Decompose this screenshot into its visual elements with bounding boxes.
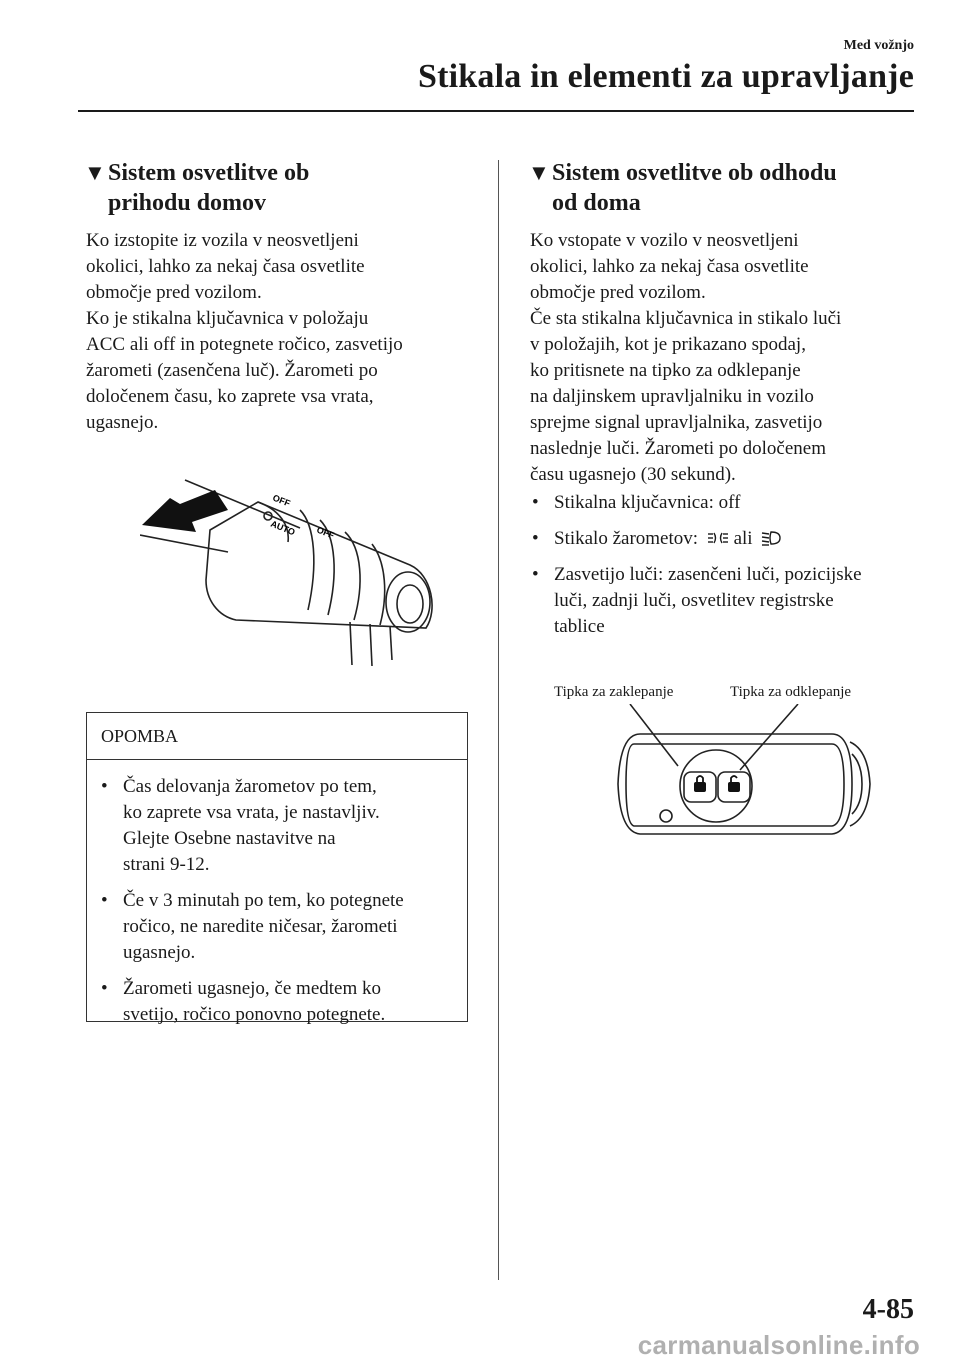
text-line: Ko izstopite iz vozila v neosvetljeni xyxy=(86,230,359,251)
pull-arrow-icon xyxy=(142,490,228,532)
bullet-icon: • xyxy=(101,978,108,999)
note-item xyxy=(99,888,457,966)
low-beam-icon xyxy=(761,530,781,546)
condition-text: Stikalo žarometov: xyxy=(554,528,699,549)
text-line: sprejme signal upravljalnika, zasvetijo xyxy=(530,412,823,433)
triangle-marker-icon: ▼ xyxy=(528,160,550,185)
text-line: ACC ali off in potegnete ročico, zasvetijo xyxy=(86,334,403,355)
text-line: v položajih, kot je prikazano spodaj, xyxy=(530,334,806,355)
lock-button-icon xyxy=(694,782,706,792)
text-line: območje pred vozilom. xyxy=(530,282,706,303)
text-line: okolici, lahko za nekaj časa osvetlite xyxy=(530,256,809,277)
column-divider xyxy=(498,160,499,1280)
section-title-arrival xyxy=(84,158,484,218)
condition-item xyxy=(530,526,930,552)
note-item xyxy=(99,774,457,878)
lever-label-auto: AUTO xyxy=(269,518,297,538)
text-line: ko pritisnete na tipko za odklepanje xyxy=(530,360,801,381)
condition-item xyxy=(530,490,930,516)
key-fob-illustration xyxy=(600,704,880,854)
note-item-text: Žarometi ugasnejo, če medtem ko svetijo, ročico ponovno potegnete. xyxy=(123,978,386,1025)
bullet-icon: • xyxy=(532,528,539,549)
page-header-title: Stikala in elementi za upravljanje xyxy=(418,58,914,95)
triangle-marker-icon: ▼ xyxy=(84,160,106,185)
note-item xyxy=(99,976,457,1028)
lock-button-label: Tipka za zaklepanje xyxy=(554,684,674,700)
condition-text: Stikalna ključavnica: off xyxy=(554,492,741,513)
section-title-line: prihodu domov xyxy=(108,190,267,216)
text-line: žarometi (zasenčena luč). Žarometi po xyxy=(86,360,378,381)
section-title-departure xyxy=(528,158,928,218)
text-line: Ko je stikalna ključavnica v položaju xyxy=(86,308,369,329)
section-title-line: Sistem osvetlitve ob xyxy=(108,160,310,186)
page-number: 4-85 xyxy=(862,1294,914,1325)
note-item-text: Če v 3 minutah po tem, ko potegnete ročico, ne naredite ničesar, žarometi ugasnejo. xyxy=(123,890,404,963)
header-divider xyxy=(78,110,914,112)
headlight-lever-illustration xyxy=(140,470,440,670)
section-title-line: Sistem osvetlitve ob odhodu xyxy=(552,160,837,186)
note-box xyxy=(86,712,468,1025)
condition-item xyxy=(530,562,930,640)
text-line: ugasnejo. xyxy=(86,412,159,433)
text-line: določenem času, ko zaprete vsa vrata, xyxy=(86,386,374,407)
text-line: Ko vstopate v vozilo v neosvetljeni xyxy=(530,230,799,251)
unlock-button-label: Tipka za odklepanje xyxy=(730,684,852,700)
text-line: na daljinskem upravljalniku in vozilo xyxy=(530,386,814,407)
watermark-url: carmanualsonline.info xyxy=(637,1330,920,1360)
lever-label-off-fog: OFF xyxy=(315,524,336,541)
text-line: območje pred vozilom. xyxy=(86,282,262,303)
unlock-button-icon xyxy=(728,782,740,792)
departure-paragraph xyxy=(530,228,930,488)
text-line: Če sta stikalna ključavnica in stikalo luči xyxy=(530,308,842,329)
note-heading: OPOMBA xyxy=(87,713,467,760)
condition-text: Zasvetijo luči: zasenčeni luči, pozicijske luči, zadnji luči, osvetlitev registrske tablice xyxy=(554,564,862,637)
text-line: okolici, lahko za nekaj časa osvetlite xyxy=(86,256,365,277)
text-line: naslednje luči. Žarometi po določenem xyxy=(530,438,826,459)
chapter-name: Med vožnjo xyxy=(843,38,914,53)
bullet-icon: • xyxy=(532,564,539,585)
note-item-text: Čas delovanja žarometov po tem, ko zaprete vsa vrata, je nastavljiv. Glejte Osebne nastavitve na strani 9-12. xyxy=(123,776,380,875)
bullet-icon: • xyxy=(101,776,108,797)
parking-lights-icon xyxy=(707,530,729,546)
arrival-paragraph xyxy=(86,228,486,436)
bullet-icon: • xyxy=(101,890,108,911)
text-line: času ugasnejo (30 sekund). xyxy=(530,464,736,485)
lever-label-off: OFF xyxy=(271,492,292,509)
conditions-list xyxy=(530,490,930,650)
bullet-icon: • xyxy=(532,492,539,513)
section-title-line: od doma xyxy=(552,190,641,216)
condition-text: ali xyxy=(733,528,753,549)
